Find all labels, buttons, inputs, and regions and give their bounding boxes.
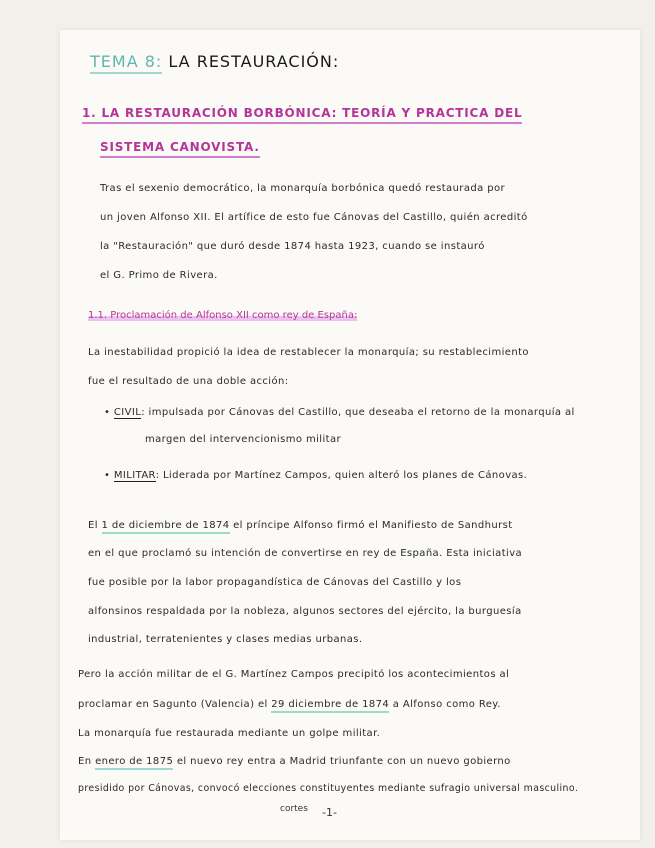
civil-line-1: • CIVIL: impulsada por Cánovas del Castillo, que deseaba el retorno de la monarquía al bbox=[104, 407, 575, 418]
p2-rest: el príncipe Alfonso firmó el Manifiesto de Sandhurst bbox=[233, 520, 513, 531]
heading1-line2 bbox=[100, 140, 260, 154]
title-tema: TEMA 8: bbox=[90, 52, 162, 74]
intro-line-3: la "Restauración" que duró desde 1874 hasta 1923, cuando se instauró bbox=[100, 241, 485, 252]
p2-line-1 bbox=[88, 520, 513, 531]
p1-line-2: fue el resultado de una doble acción: bbox=[88, 376, 289, 387]
page-title bbox=[90, 52, 339, 71]
p1-line-1: La inestabilidad propició la idea de restablecer la monarquía; su restablecimiento bbox=[88, 347, 529, 358]
civil-label: CIVIL bbox=[113, 407, 142, 418]
p3-line-5: presidido por Cánovas, convocó elecciones constituyentes mediante sufragio universal masculino. bbox=[78, 783, 579, 794]
heading1-text-1: 1. LA RESTAURACIÓN BORBÓNICA: TEORÍA Y PRACTICA DEL bbox=[82, 106, 522, 124]
p2-line-3: fue posible por la labor propagandística de Cánovas del Castillo y los bbox=[88, 577, 462, 588]
heading1-line1 bbox=[82, 106, 522, 120]
intro-line-1: Tras el sexenio democrático, la monarquía borbónica quedó restaurada por bbox=[100, 183, 505, 194]
p3-line2a: proclamar en Sagunto (Valencia) el bbox=[78, 699, 268, 710]
p3-line-2 bbox=[78, 699, 501, 710]
p2-line-5: industrial, terratenientes y clases medias urbanas. bbox=[88, 634, 363, 645]
p3-line-4 bbox=[78, 756, 511, 767]
p2-line-2: en el que proclamó su intención de convertirse en rey de España. Esta iniciativa bbox=[88, 548, 523, 559]
p2-start: El bbox=[88, 520, 98, 531]
militar-text: : Liderada por Martínez Campos, quien alteró los planes de Cánovas. bbox=[155, 470, 528, 481]
militar-label: MILITAR bbox=[113, 470, 156, 481]
title-rest: LA RESTAURACIÓN: bbox=[168, 52, 340, 71]
militar-line: • MILITAR: Liderada por Martínez Campos, quien alteró los planes de Cánovas. bbox=[104, 470, 528, 481]
subheading-1-1-text: 1.1. Proclamación de Alfonso XII como rey de España: bbox=[88, 310, 358, 321]
intro-line-2: un joven Alfonso XII. El artífice de esto fue Cánovas del Castillo, quién acreditó bbox=[100, 212, 528, 223]
civil-line-2: margen del intervencionismo militar bbox=[145, 434, 341, 445]
p3-line-3: La monarquía fue restaurada mediante un golpe militar. bbox=[78, 728, 381, 739]
civil-text-1: : impulsada por Cánovas del Castillo, que deseaba el retorno de la monarquía al bbox=[141, 407, 575, 418]
p3-line4b: el nuevo rey entra a Madrid triunfante con un nuevo gobierno bbox=[176, 756, 511, 767]
heading1-text-2: SISTEMA CANOVISTA. bbox=[100, 140, 260, 158]
p3-line2b: a Alfonso como Rey. bbox=[392, 699, 501, 710]
intro-line-4: el G. Primo de Rivera. bbox=[100, 270, 218, 281]
p3-line4a: En bbox=[78, 756, 92, 767]
page-number: -1- bbox=[322, 806, 337, 819]
p2-line-4: alfonsinos respaldada por la nobleza, algunos sectores del ejército, la burguesía bbox=[88, 606, 522, 617]
p3-line-1: Pero la acción militar de el G. Martínez Campos precipitó los acontecimientos al bbox=[78, 669, 510, 680]
p2-date: 1 de diciembre de 1874 bbox=[102, 520, 230, 534]
subheading-1-1 bbox=[88, 310, 357, 321]
p3-date: 29 diciembre de 1874 bbox=[271, 699, 389, 713]
p3-date2: enero de 1875 bbox=[95, 756, 173, 770]
footer-cortes: cortes bbox=[280, 804, 308, 814]
